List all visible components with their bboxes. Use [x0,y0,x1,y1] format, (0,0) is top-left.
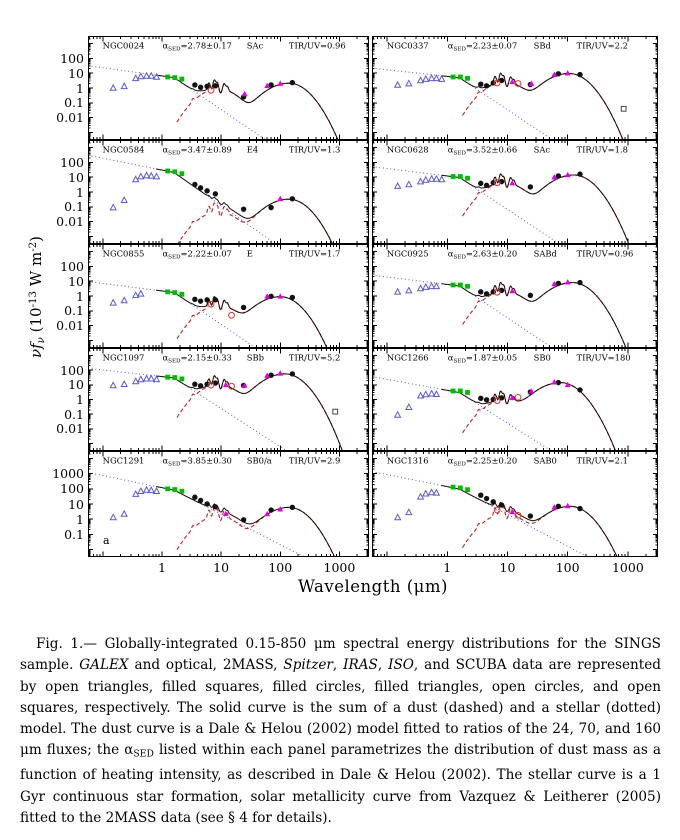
galex-optical-open-triangle [121,381,127,386]
galex-optical-open-triangle [110,514,116,519]
scuba-open-square [333,409,338,414]
x-tick-label: 10 [499,560,516,575]
hubble-type-label: SAc [246,40,264,51]
hubble-type-label: SBb [246,352,265,363]
galex-optical-open-triangle [406,509,412,514]
galex-optical-open-triangle [406,404,412,409]
galaxy-name-label: NGC0855 [102,248,145,259]
galex-optical-open-triangle [433,490,439,495]
spitzer-filled-circle [198,85,203,90]
spitzer-filled-circle [198,298,203,303]
iras-filled-triangle [277,196,283,201]
alpha-sed-label: $\alpha_{SED}=3.52\pm 0.66$ [447,144,518,157]
tir-uv-label: TIR/UV=0.96 [576,248,634,259]
spitzer-filled-circle [491,397,496,402]
2mass-filled-square [465,390,470,395]
alpha-sed-label: $\alpha_{SED}=1.87\pm 0.05$ [447,352,518,365]
iras-filled-triangle [277,293,283,298]
x-tick-label: 100 [555,560,580,575]
galex-optical-open-triangle [395,183,401,188]
sed-panel-NGC1266 [372,348,658,451]
y-tick-label: 0.1 [64,303,84,319]
2mass-filled-square [172,290,177,295]
galaxy-name-label: NGC0337 [386,40,429,51]
spitzer-filled-circle [478,82,483,87]
y-tick-label: 1 [76,511,84,527]
galaxy-name-label: NGC0925 [386,248,429,259]
2mass-filled-square [465,76,470,81]
spitzer-filled-circle [204,381,209,386]
text-segment: , and SCUBA data are represented by open triangles, filled squares, filled circles, filled triangles, open circles, and open squares, respectively. The solid curve is the sum of a dust (dashed) and a stellar (dotted) model. The dust curve is a Dale & Helou (2002) model fitted to ratios of the 24, 70, and 160 μm fluxes; the α [20,657,661,759]
galex-optical-open-triangle [110,382,116,387]
y-tick-label: 10 [68,496,84,512]
galex-optical-open-triangle [121,197,127,202]
sed-panel-NGC0628 [372,140,658,244]
hubble-type-label: SAc [533,144,551,155]
2mass-filled-square [165,169,170,174]
text-segment: GALEX [79,657,129,674]
x-tick-label: 10 [213,560,230,575]
galex-optical-open-triangle [439,76,445,81]
galex-optical-open-triangle [148,173,154,178]
galex-optical-open-triangle [133,292,139,297]
sed-panel-NGC1316 [372,451,658,557]
spitzer-filled-circle [241,305,246,310]
y-tick-label: 10 [68,169,84,185]
text-segment: ν [27,348,46,358]
galex-optical-open-triangle [148,73,154,78]
galex-optical-open-triangle [433,391,439,396]
spitzer-filled-circle [213,191,218,196]
spitzer-filled-circle [198,498,203,503]
galex-optical-open-triangle [395,412,401,417]
2mass-filled-square [451,485,456,490]
galex-optical-open-triangle [138,73,144,78]
2mass-filled-square [165,289,170,294]
y-tick-label: 0.1 [64,526,84,542]
2mass-filled-square [451,389,456,394]
alpha-sed-label: $\alpha_{SED}=2.25\pm 0.20$ [447,455,518,468]
spitzer-filled-circle [204,501,209,506]
galex-optical-open-triangle [406,80,412,85]
hubble-type-label: E4 [246,144,259,155]
tir-uv-label: TIR/UV=180 [576,352,631,363]
y-tick-label: 10 [68,65,84,81]
galex-optical-open-triangle [433,75,439,80]
sed-panel-NGC0855 [88,244,369,348]
sed-panel-NGC0337 [372,36,658,140]
tir-uv-label: TIR/UV=0.96 [288,40,346,51]
x-tick-label: 100 [268,560,293,575]
2mass-filled-square [458,486,463,491]
hubble-type-label: SB0/a [246,455,272,466]
spitzer-filled-circle [577,280,582,285]
2mass-filled-square [179,171,184,176]
galex-optical-open-triangle [154,488,160,493]
y-tick-label: 100 [60,258,84,274]
spitzer-filled-circle [484,183,489,188]
spitzer-filled-circle [484,291,489,296]
scuba-open-square [621,106,626,111]
spitzer-filled-circle [484,496,489,501]
sed-panel-NGC0925 [372,244,658,348]
spitzer-filled-circle [192,381,197,386]
text-segment: , [377,657,389,674]
galex-optical-open-triangle [148,376,154,381]
2mass-filled-square [172,487,177,492]
iso-open-circle [229,312,235,318]
galex-optical-open-triangle [154,173,160,178]
galex-optical-open-triangle [423,177,429,182]
text-segment: Spitzer [283,657,333,674]
spitzer-filled-circle [491,499,496,504]
text-segment: SED [133,749,154,761]
iras-filled-triangle [565,279,571,284]
y-tick-label: 0.01 [56,421,84,437]
2mass-filled-square [458,174,463,179]
x-tick-label: 1000 [611,560,644,575]
text-segment: ISO [388,657,414,674]
spitzer-filled-circle [484,397,489,402]
spitzer-filled-circle [290,80,295,85]
spitzer-filled-circle [198,185,203,190]
tir-uv-label: TIR/UV=5.2 [288,352,341,363]
y-tick-label: 0.01 [56,318,84,334]
galex-optical-open-triangle [148,487,154,492]
galex-optical-open-triangle [406,288,412,293]
alpha-sed-label: $\alpha_{SED}=3.85\pm 0.30$ [162,455,232,468]
galex-optical-open-triangle [395,82,401,87]
galex-optical-open-triangle [138,291,144,296]
galex-optical-open-triangle [121,511,127,516]
galaxy-name-label: NGC1097 [102,352,145,363]
hubble-type-label: SABd [533,248,557,259]
galex-optical-open-triangle [423,391,429,396]
text-segment: W m [27,251,46,291]
y-tick-label: 100 [60,481,84,497]
alpha-sed-label: $\alpha_{SED}=2.15\pm 0.33$ [162,352,232,365]
galex-optical-open-triangle [395,514,401,519]
text-segment: IRAS [343,657,378,674]
galex-optical-open-triangle [110,204,116,209]
x-axis-label: Wavelength (μm) [298,577,448,596]
alpha-sed-label: $\alpha_{SED}=3.47\pm 0.89$ [162,144,232,157]
spitzer-filled-circle [556,504,561,509]
iras-filled-triangle [277,370,283,375]
2mass-filled-square [458,389,463,394]
galaxy-name-label: NGC1291 [102,455,145,466]
spitzer-filled-circle [192,495,197,500]
galex-optical-open-triangle [423,284,429,289]
spitzer-filled-circle [192,297,197,302]
galex-optical-open-triangle [433,283,439,288]
tir-uv-label: TIR/UV=1.8 [576,144,628,155]
galex-optical-open-triangle [433,176,439,181]
2mass-filled-square [172,169,177,174]
y-tick-label: 0.01 [56,214,84,230]
alpha-sed-label: $\alpha_{SED}=2.63\pm 0.20$ [447,248,518,261]
galex-optical-open-triangle [406,181,412,186]
2mass-filled-square [465,284,470,289]
y-tick-label: 100 [60,154,84,170]
text-segment: ) [27,236,46,242]
text-segment: Fig. 1.— Globally-integrated 0.15-850 μm spectral energy distributions for the SINGS sample. [20,636,661,674]
2mass-filled-square [172,375,177,380]
alpha-sed-label: $\alpha_{SED}=2.23\pm 0.07$ [447,40,518,53]
2mass-filled-square [458,75,463,80]
galex-optical-open-triangle [423,491,429,496]
y-tick-label: 10 [68,377,84,393]
panel-note: a [103,534,110,547]
iso-open-circle [515,394,521,400]
iras-filled-triangle [565,503,571,508]
spitzer-filled-circle [268,507,273,512]
galex-optical-open-triangle [138,376,144,381]
spitzer-filled-circle [290,371,295,376]
iso-open-circle [494,507,500,513]
2mass-filled-square [179,292,184,297]
hubble-type-label: E [246,248,253,259]
hubble-type-label: SAB0 [533,455,557,466]
spitzer-filled-circle [528,184,533,189]
2mass-filled-square [165,75,170,80]
spitzer-filled-circle [213,83,218,88]
iras-filled-triangle [565,70,571,75]
spitzer-filled-circle [478,396,483,401]
hubble-type-label: SB0 [533,352,551,363]
spitzer-filled-circle [268,205,273,210]
hubble-type-label: SBd [533,40,551,51]
spitzer-filled-circle [290,196,295,201]
2mass-filled-square [179,377,184,382]
2mass-filled-square [451,174,456,179]
spitzer-filled-circle [192,82,197,87]
spitzer-filled-circle [478,181,483,186]
text-segment: f [27,343,46,349]
y-tick-label: 100 [60,50,84,66]
galex-optical-open-triangle [121,297,127,302]
galex-optical-open-triangle [395,289,401,294]
text-segment: -13 [27,290,39,308]
y-tick-label: 0.01 [56,110,84,126]
2mass-filled-square [458,283,463,288]
spitzer-filled-circle [213,297,218,302]
spitzer-filled-circle [204,188,209,193]
spitzer-filled-circle [290,505,295,510]
galex-optical-open-triangle [439,176,445,181]
2mass-filled-square [165,486,170,491]
galaxy-name-label: NGC0628 [386,144,429,155]
galex-optical-open-triangle [110,300,116,305]
y-tick-label: 1 [76,392,84,407]
spitzer-filled-circle [241,517,246,522]
2mass-filled-square [465,176,470,181]
spitzer-filled-circle [577,506,582,511]
tir-uv-label: TIR/UV=2.2 [576,40,628,51]
galex-optical-open-triangle [138,173,144,178]
x-tick-label: 1000 [323,560,356,575]
spitzer-filled-circle [478,289,483,294]
text-segment: and optical, 2MASS, [128,657,284,674]
spitzer-filled-circle [577,171,582,176]
tir-uv-label: TIR/UV=2.9 [288,455,341,466]
y-tick-label: 100 [60,362,84,378]
iras-filled-triangle [277,80,283,85]
spitzer-filled-circle [290,295,295,300]
spitzer-filled-circle [577,387,582,392]
y-tick-label: 10 [68,273,84,289]
galex-optical-open-triangle [418,179,424,184]
spitzer-filled-circle [241,206,246,211]
figure-caption [20,634,661,829]
text-segment: ν [35,337,47,344]
stellar-model-curve [372,472,658,594]
galex-optical-open-triangle [418,285,424,290]
spitzer-filled-circle [528,293,533,298]
alpha-sed-label: $\alpha_{SED}=2.78\pm 0.17$ [162,40,232,53]
y-tick-label: 1000 [52,466,84,482]
sed-panel-NGC1097 [88,348,369,451]
spitzer-filled-circle [499,502,504,507]
text-segment: , [332,657,344,674]
galex-optical-open-triangle [418,77,424,82]
y-tick-label: 1 [76,184,84,200]
iras-filled-triangle [565,172,571,177]
galex-optical-open-triangle [154,376,160,381]
galex-optical-open-triangle [133,378,139,383]
2mass-filled-square [179,77,184,82]
spitzer-filled-circle [528,513,533,518]
text-segment: -2 [27,241,39,252]
iras-filled-triangle [242,91,248,96]
galaxy-name-label: NGC0584 [102,144,145,155]
spitzer-filled-circle [198,383,203,388]
2mass-filled-square [451,283,456,288]
sed-panel-NGC1291 [88,451,369,557]
spitzer-filled-circle [213,504,218,509]
2mass-filled-square [465,487,470,492]
sed-panel-NGC0024 [88,36,369,140]
galex-optical-open-triangle [423,76,429,81]
galex-optical-open-triangle [110,85,116,90]
text-segment: (10 [27,307,46,338]
y-tick-label: 0.1 [64,95,84,111]
spitzer-filled-circle [556,173,561,178]
2mass-filled-square [165,375,170,380]
tir-uv-label: TIR/UV=1.3 [288,144,341,155]
y-tick-label: 1 [76,80,84,96]
galaxy-name-label: NGC1316 [386,455,429,466]
2mass-filled-square [172,75,177,80]
galaxy-name-label: NGC1266 [386,352,429,363]
galex-optical-open-triangle [121,83,127,88]
spitzer-filled-circle [478,493,483,498]
y-tick-label: 1 [76,288,84,304]
sed-panel-NGC0584 [88,140,369,244]
y-tick-label: 0.1 [64,199,84,215]
x-tick-label: 1 [443,560,452,575]
text-segment: listed within each panel parametrizes the distribution of dust mass as a function of heating intensity, as described in Dale & Helou (2002). The stellar curve is a 1 Gyr continuous star formation, solar metallicity curve from Vazquez & Leitherer (2005) fitted to the 2MASS data (see § 4 for details). [20,742,661,826]
x-tick-label: 1 [157,560,166,575]
2mass-filled-square [451,75,456,80]
2mass-filled-square [179,489,184,494]
alpha-sed-label: $\alpha_{SED}=2.22\pm 0.07$ [162,248,232,261]
y-tick-label: 0.1 [64,406,84,422]
galaxy-name-label: NGC0024 [102,40,145,51]
spitzer-filled-circle [192,182,197,187]
galex-optical-open-triangle [133,75,139,80]
spitzer-filled-circle [556,380,561,385]
spitzer-filled-circle [484,83,489,88]
tir-uv-label: TIR/UV=1.7 [288,248,341,259]
spitzer-filled-circle [577,72,582,77]
tir-uv-label: TIR/UV=2.1 [576,455,628,466]
